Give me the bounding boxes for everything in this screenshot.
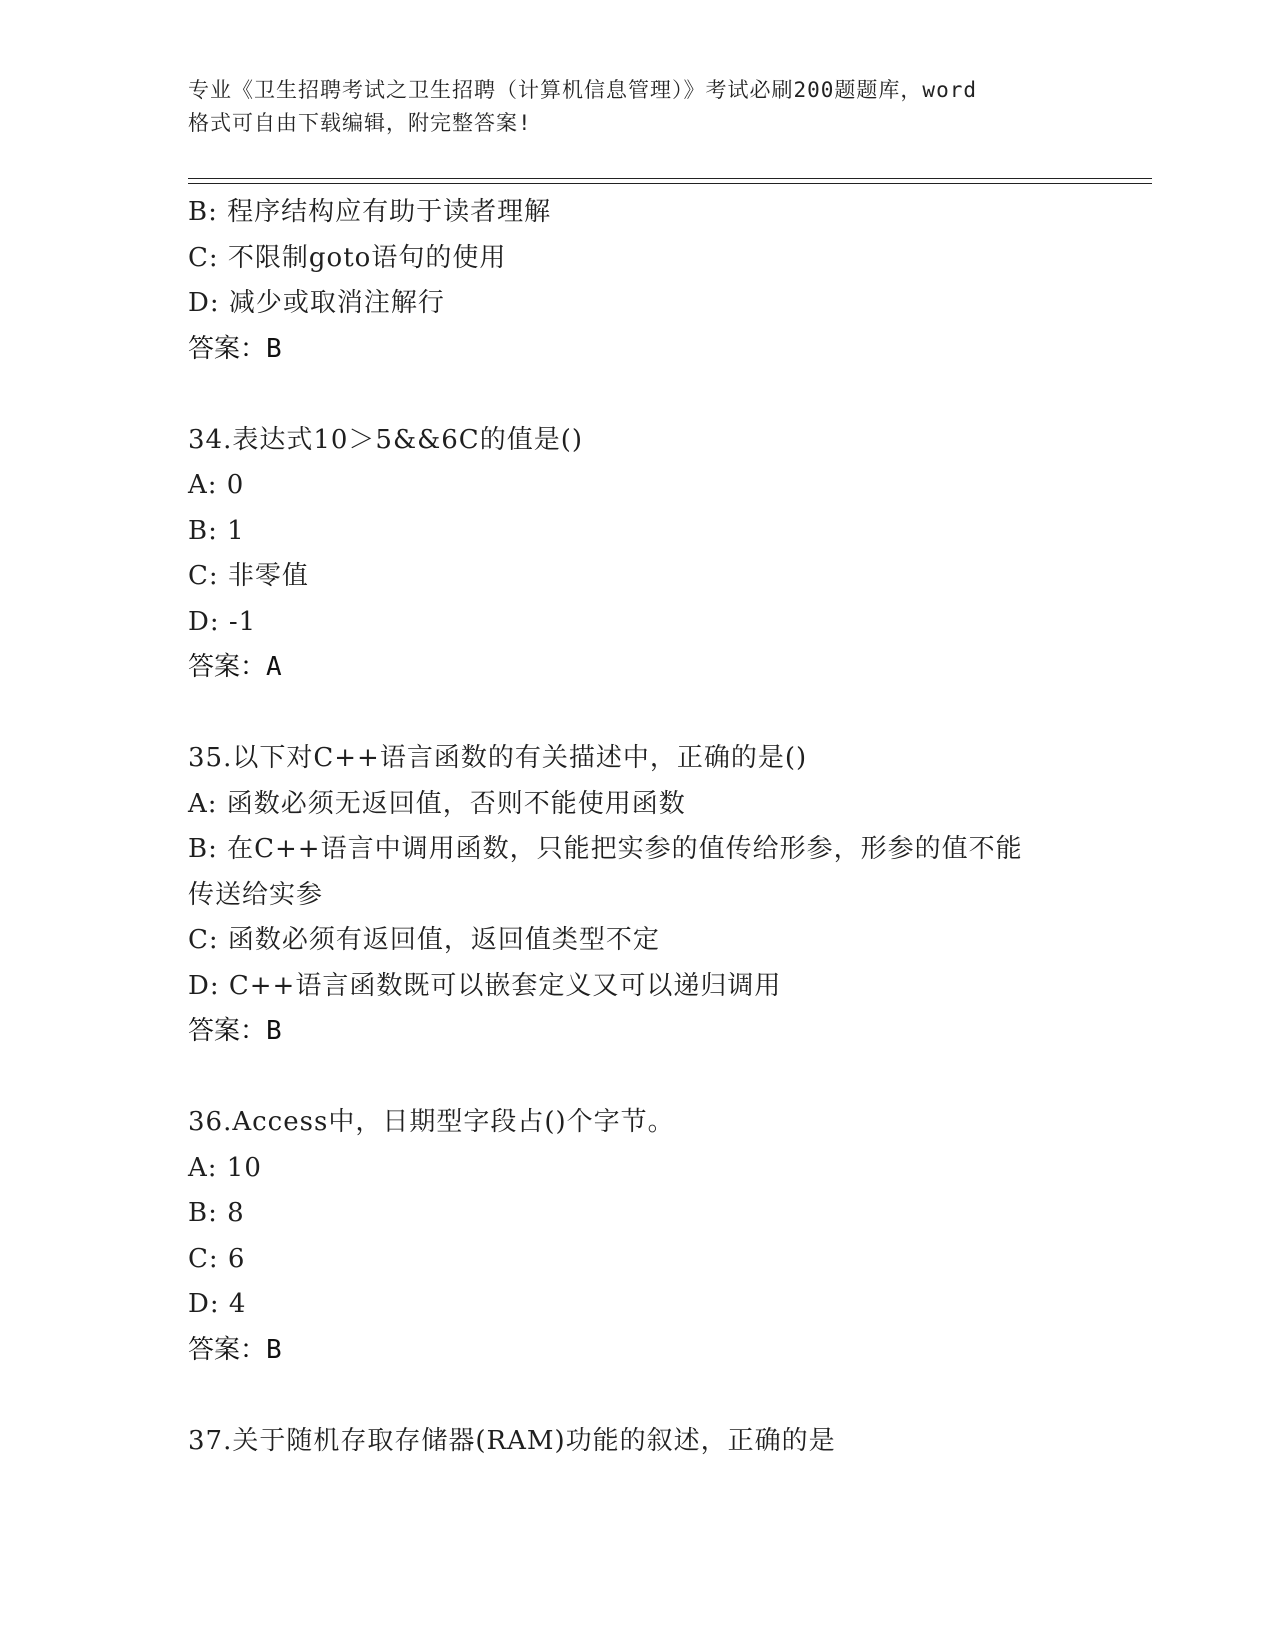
header-title-line-2: 格式可自由下载编辑，附完整答案! (188, 111, 532, 135)
blank-spacer (188, 1055, 1108, 1101)
option-b: B: 程序结构应有助于读者理解 (188, 197, 552, 227)
header-divider-bottom (188, 183, 1152, 184)
answer-line: 答案：B (188, 1016, 282, 1046)
option-d: D: 减少或取消注解行 (188, 288, 445, 318)
header-title-line-1: 专业《卫生招聘考试之卫生招聘（计算机信息管理）》考试必刷200题题库，word (188, 78, 977, 102)
option-c: C: 非零值 (188, 561, 309, 591)
blank-spacer (188, 691, 1108, 737)
option-b: B: 1 (188, 515, 245, 546)
continuation-line: 传送给实参 (188, 879, 324, 910)
option-d: D: C++语言函数既可以嵌套定义又可以递归调用 (188, 970, 782, 1001)
option-a: A: 10 (188, 1152, 262, 1183)
answer-line: 答案：B (188, 333, 282, 364)
option-a: A: 0 (188, 470, 245, 500)
question-stem: 36.Access中，日期型字段占()个字节。 (188, 1107, 675, 1137)
option-c: C: 不限制goto语句的使用 (188, 242, 507, 273)
option-d: D: 4 (188, 1289, 247, 1319)
blank-spacer (188, 1373, 1108, 1419)
blank-spacer (188, 372, 1108, 418)
option-c: C: 6 (188, 1243, 246, 1274)
option-d: D: -1 (188, 606, 257, 637)
question-stem: 35.以下对C++语言函数的有关描述中，正确的是() (188, 743, 808, 773)
question-stem: 37.关于随机存取存储器(RAM)功能的叙述，正确的是 (188, 1425, 836, 1456)
option-c: C: 函数必须有返回值，返回值类型不定 (188, 925, 660, 955)
answer-line: 答案：A (188, 652, 282, 682)
question-body (188, 190, 1108, 1464)
answer-line: 答案：B (188, 1334, 282, 1365)
document-header (188, 74, 1088, 140)
question-stem: 34.表达式10＞5&&6C的值是() (188, 424, 583, 455)
option-b: B: 8 (188, 1198, 245, 1228)
option-b: B: 在C++语言中调用函数，只能把实参的值传给形参，形参的值不能 (188, 834, 1023, 864)
header-divider-top (188, 178, 1152, 179)
option-a: A: 函数必须无返回值，否则不能使用函数 (188, 788, 686, 819)
